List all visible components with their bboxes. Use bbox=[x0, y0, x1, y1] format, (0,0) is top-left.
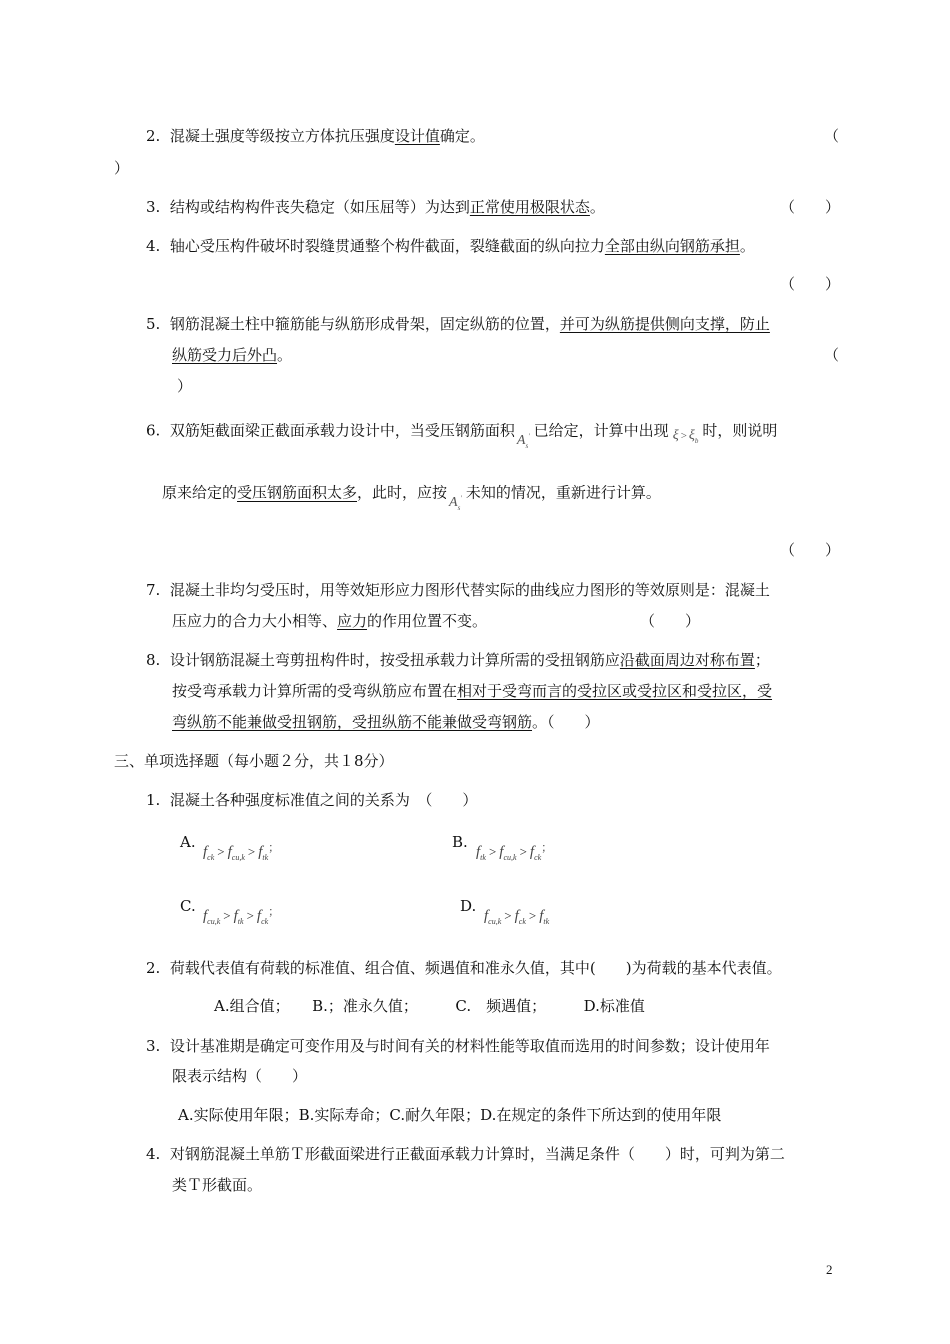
symbol-As-prime: $A_s'$ bbox=[516, 432, 530, 450]
answer-paren-close: ） bbox=[114, 159, 130, 177]
item-text: 。（ ） bbox=[532, 713, 600, 731]
mc-item-2-options: A.组合值； B.；准永久值； C. 频遇值； D.标准值 bbox=[214, 997, 645, 1015]
item-text: 混凝土各种强度标准值之间的关系为 （ ） bbox=[169, 791, 478, 809]
item-text: 未知的情况，重新进行计算。 bbox=[465, 483, 661, 502]
tf-item-3 bbox=[146, 197, 605, 217]
item-text: 时，则说明 bbox=[702, 421, 778, 440]
item-number: 4. bbox=[146, 237, 161, 255]
mc-item-4-line2: 类Ｔ形截面。 bbox=[172, 1176, 263, 1194]
tf-item-8 bbox=[146, 650, 770, 670]
item-text: 设计钢筋混凝土弯剪扭构件时，按受扭承载力计算所需的受扭钢筋应 bbox=[169, 651, 620, 669]
tf-item-6-line2 bbox=[162, 480, 661, 512]
tf-item-5-line2 bbox=[172, 345, 292, 365]
underlined-term: 全部由纵向钢筋承担 bbox=[604, 237, 740, 255]
underlined-term: 相对于受弯而言的受拉区或受拉区和受拉区，受 bbox=[457, 682, 773, 700]
item-text: 原来给定的 bbox=[162, 483, 238, 502]
item-number: 5. bbox=[146, 315, 161, 333]
option-C-label: C. bbox=[180, 897, 196, 915]
item-text: 已给定，计算中出现 bbox=[533, 421, 669, 440]
underlined-term: 应力 bbox=[337, 612, 368, 630]
underlined-term: 并可为纵筋提供侧向支撑，防止 bbox=[559, 315, 770, 333]
item-number: 8. bbox=[146, 651, 161, 669]
mc-item-2 bbox=[146, 958, 782, 978]
item-number: 2. bbox=[146, 959, 161, 977]
mc-item-3 bbox=[146, 1036, 770, 1056]
mc-item-3-options: A.实际使用年限；B.实际寿命；C.耐久年限；D.在规定的条件下所达到的使用年限 bbox=[178, 1106, 722, 1124]
answer-paren: （ ） bbox=[780, 275, 841, 293]
item-text: 按受弯承载力计算所需的受弯纵筋应布置在 bbox=[172, 682, 458, 700]
tf-item-2 bbox=[146, 126, 485, 146]
mc-item-3-line2: 限表示结构（ ） bbox=[172, 1067, 308, 1085]
mc-item-4 bbox=[146, 1144, 785, 1164]
mc-item-1 bbox=[146, 790, 477, 810]
option-B-formula: $f_{tk} > f_{cu,k} > f_{ck}^;$ bbox=[476, 842, 553, 862]
item-text: 。 bbox=[589, 198, 605, 216]
tf-item-5 bbox=[146, 314, 770, 334]
option-A-formula: $f_{ck} > f_{cu,k} > f_{tk}^;$ bbox=[203, 842, 280, 862]
underlined-term: 受压钢筋面积太多 bbox=[237, 483, 358, 502]
item-text: ，此时，应按 bbox=[357, 483, 448, 502]
option-D-label: D. bbox=[460, 897, 477, 915]
underlined-term: 沿截面周边对称布置 bbox=[619, 651, 755, 669]
tf-item-4 bbox=[146, 236, 755, 256]
item-number: 3. bbox=[146, 1037, 161, 1055]
page-number: 2 bbox=[826, 1262, 833, 1277]
item-text: 钢筋混凝土柱中箍筋能与纵筋形成骨架，固定纵筋的位置， bbox=[169, 315, 560, 333]
item-number: 2. bbox=[146, 127, 161, 145]
tf-item-7 bbox=[146, 580, 770, 600]
item-text: 轴心受压构件破坏时裂缝贯通整个构件截面，裂缝截面的纵向拉力 bbox=[169, 237, 605, 255]
underlined-term: 正常使用极限状态 bbox=[469, 198, 590, 216]
item-text: 确定。 bbox=[439, 127, 485, 145]
answer-paren: （ ） bbox=[780, 541, 841, 559]
answer-paren: （ ） bbox=[640, 612, 701, 630]
item-text: 设计基准期是确定可变作用及与时间有关的材料性能等取值而选用的时间参数；设计使用年 bbox=[169, 1037, 770, 1055]
symbol-As-prime: $A_s'$ bbox=[449, 494, 462, 512]
option-D-formula: $f_{cu,k} > f_{ck} > f_{tk}$ bbox=[484, 908, 550, 926]
item-text: 压应力的合力大小相等、 bbox=[172, 612, 338, 630]
answer-paren: （ ） bbox=[780, 198, 841, 216]
underlined-term: 设计值 bbox=[394, 127, 440, 145]
answer-paren-open: （ bbox=[824, 127, 840, 145]
item-text: 混凝土强度等级按立方体抗压强度 bbox=[169, 127, 395, 145]
answer-paren-close: ） bbox=[177, 377, 193, 395]
item-number: 4. bbox=[146, 1145, 161, 1163]
option-A-label: A. bbox=[180, 833, 196, 851]
underlined-term: 弯纵筋不能兼做受扭钢筋，受扭纵筋不能兼做受弯钢筋 bbox=[172, 713, 533, 731]
item-text: 结构或结构构件丧失稳定（如压屈等）为达到 bbox=[169, 198, 470, 216]
underlined-term: 纵筋受力后外凸 bbox=[172, 346, 278, 364]
section-heading: 三、单项选择题（每小题２分，共１8分） bbox=[114, 752, 394, 770]
symbol-xi-gt-xib: $\xi > \xi_b$ bbox=[672, 427, 699, 445]
tf-item-6 bbox=[146, 418, 778, 450]
tf-item-8-line3 bbox=[172, 712, 600, 732]
item-text: 双筋矩截面梁正截面承载力设计中，当受压钢筋面积 bbox=[169, 421, 515, 440]
item-text: 。 bbox=[277, 346, 293, 364]
item-text: ； bbox=[754, 651, 770, 669]
item-number: 7. bbox=[146, 581, 161, 599]
item-number: 3. bbox=[146, 198, 161, 216]
option-B-label: B. bbox=[452, 833, 468, 851]
item-text: 荷载代表值有荷载的标准值、组合值、频遇值和准永久值，其中( )为荷载的基本代表值。 bbox=[169, 959, 782, 977]
item-number: 1. bbox=[146, 791, 161, 809]
option-C-formula: $f_{cu,k} > f_{tk} > f_{ck}^;$ bbox=[203, 906, 280, 926]
item-text: 。 bbox=[739, 237, 755, 255]
item-text: 的作用位置不变。 bbox=[367, 612, 488, 630]
item-text: 对钢筋混凝土单筋Ｔ形截面梁进行正截面承载力计算时，当满足条件（ ）时，可判为第二 bbox=[169, 1145, 785, 1163]
tf-item-7-line2 bbox=[172, 611, 487, 631]
tf-item-8-line2 bbox=[172, 681, 772, 701]
answer-paren-open: （ bbox=[824, 346, 840, 364]
item-number: 6. bbox=[146, 421, 161, 440]
item-text: 混凝土非均匀受压时，用等效矩形应力图形代替实际的曲线应力图形的等效原则是：混凝土 bbox=[169, 581, 770, 599]
